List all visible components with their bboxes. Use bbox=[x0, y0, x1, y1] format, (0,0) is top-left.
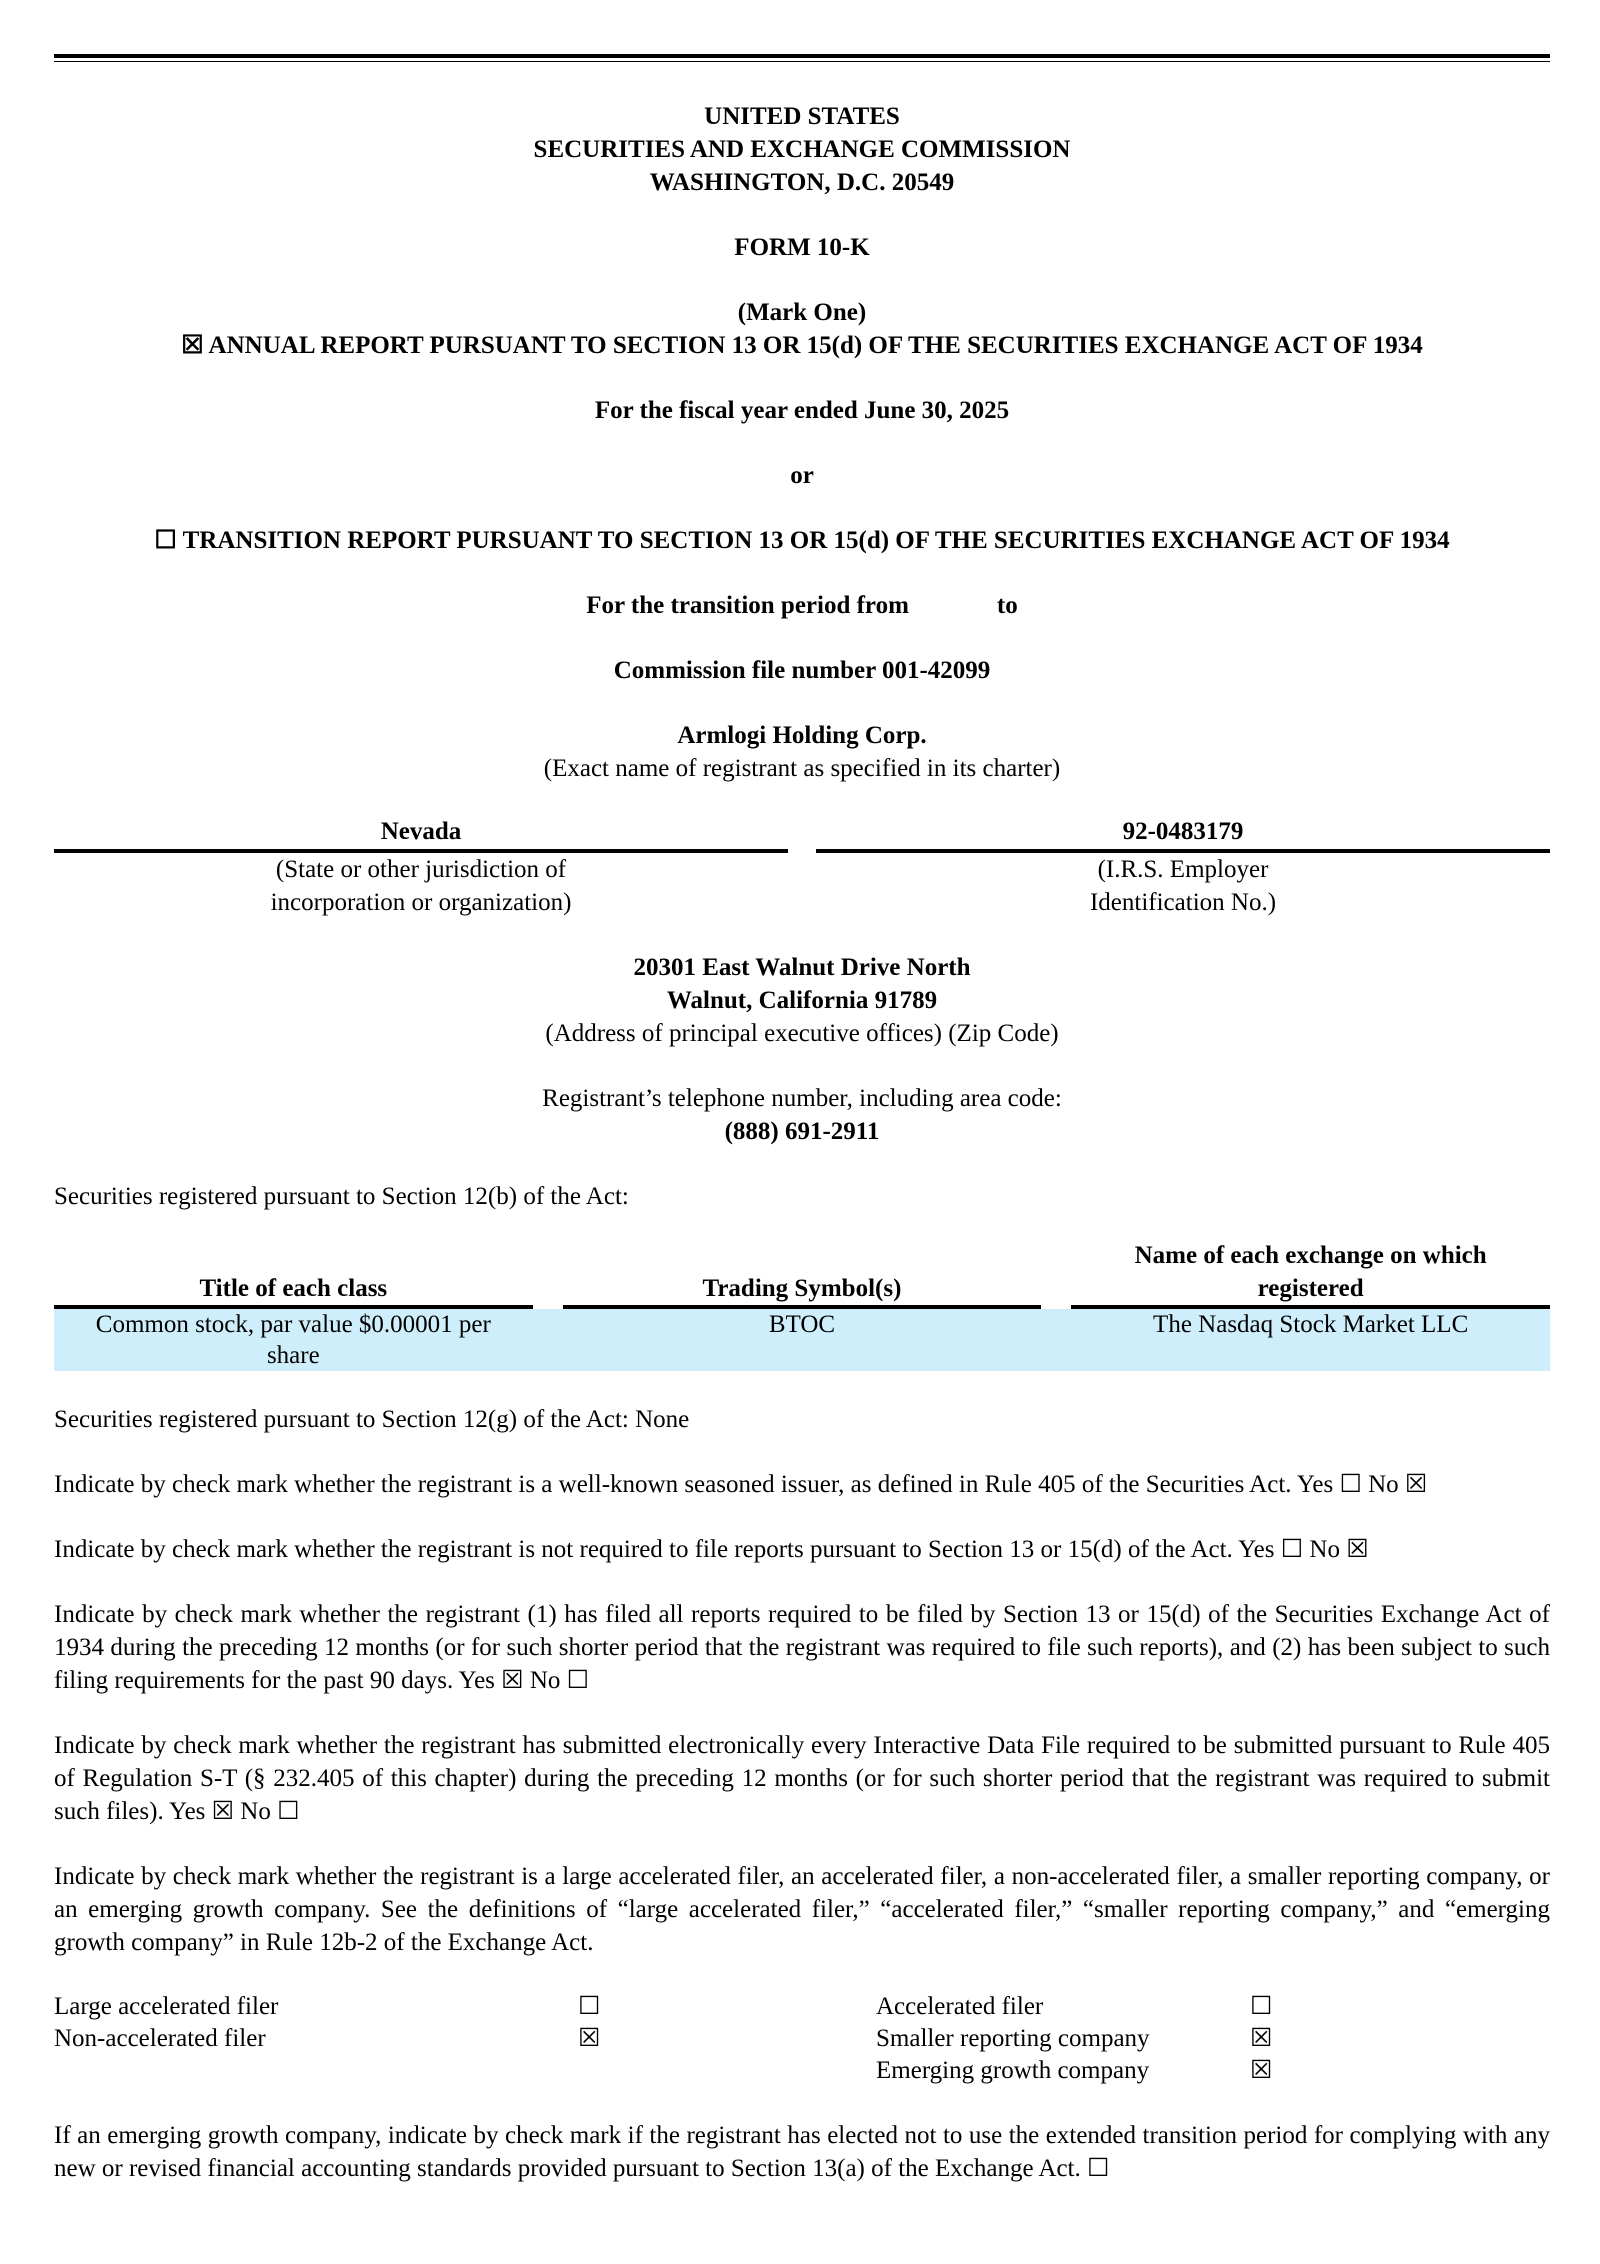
ein-value: 92-0483179 bbox=[816, 815, 1550, 853]
smaller-reporting-checkbox[interactable]: ☒ bbox=[1250, 2025, 1273, 2052]
transition-report-line: ☐ TRANSITION REPORT PURSUANT TO SECTION 13 OR 15(d) OF THE SECURITIES EXCHANGE ACT OF 1934 bbox=[154, 527, 1450, 554]
securities-table bbox=[54, 1239, 1550, 1371]
registrant-name: Armlogi Holding Corp. bbox=[677, 722, 927, 749]
phone-number: (888) 691-2911 bbox=[724, 1118, 880, 1145]
form-title: FORM 10-K bbox=[734, 234, 870, 261]
header-exchange-line-2: registered bbox=[1257, 1275, 1364, 1302]
phone-caption: Registrant’s telephone number, including area code: bbox=[542, 1085, 1062, 1112]
ein-caption-1: (I.R.S. Employer bbox=[1097, 856, 1269, 883]
emerging-growth-label: Emerging growth company bbox=[876, 2057, 1150, 2084]
address-line-1: 20301 East Walnut Drive North bbox=[633, 954, 971, 981]
ein-column bbox=[816, 815, 1550, 919]
section-12b-line: Securities registered pursuant to Section 12(b) of the Act: bbox=[54, 1183, 629, 1210]
header-line-2: SECURITIES AND EXCHANGE COMMISSION bbox=[533, 136, 1071, 163]
header-line-1: UNITED STATES bbox=[704, 103, 900, 130]
address-caption: (Address of principal executive offices) (Zip Code) bbox=[545, 1020, 1059, 1047]
cell-exchange-name: The Nasdaq Stock Market LLC bbox=[1071, 1309, 1550, 1371]
commission-file-number: Commission file number 001-42099 bbox=[613, 657, 991, 684]
header-exchange-name bbox=[1071, 1239, 1550, 1309]
annual-report-line: ☒ ANNUAL REPORT PURSUANT TO SECTION 13 OR 15(d) OF THE SECURITIES EXCHANGE ACT OF 1934 bbox=[181, 332, 1423, 359]
header-title-of-class: Title of each class bbox=[54, 1239, 533, 1309]
fiscal-year-line: For the fiscal year ended June 30, 2025 bbox=[594, 397, 1010, 424]
transition-period-line bbox=[54, 589, 1550, 622]
top-rule bbox=[54, 54, 1550, 62]
accelerated-label: Accelerated filer bbox=[876, 1993, 1044, 2020]
filer-status-grid bbox=[54, 1991, 1550, 2087]
filed-reports-paragraph: Indicate by check mark whether the registrant (1) has filed all reports required to be filed by Section 13 or 15(d) of the Securities Exchange Act of 1934 during the preceding 12 months (or for such shorter period that the registrant was required to file such reports), and (2) has been subject to such filing requirements for the past 90 days. Yes ☒ No ☐ bbox=[54, 1601, 1550, 1694]
smaller-reporting-label: Smaller reporting company bbox=[876, 2025, 1150, 2052]
header-line-3: WASHINGTON, D.C. 20549 bbox=[649, 169, 955, 196]
non-accelerated-label: Non-accelerated filer bbox=[54, 2025, 266, 2052]
state-ein-row bbox=[54, 815, 1550, 919]
cell-title-of-class bbox=[54, 1309, 533, 1371]
interactive-data-paragraph: Indicate by check mark whether the registrant has submitted electronically every Interactive Data File required to be submitted pursuant to Rule 405 of Regulation S-T (§ 232.405 of this chapter) during the preceding 12 months (or for such shorter period that the registrant was required to submit such files). Yes ☒ No ☐ bbox=[54, 1732, 1550, 1825]
egc-transition-paragraph: If an emerging growth company, indicate by check mark if the registrant has elected not to use the extended transition period for complying with any new or revised financial accounting standards provided pursuant to Section 13(a) of the Exchange Act. ☐ bbox=[54, 2122, 1550, 2182]
cell-title-line-2: share bbox=[266, 1342, 320, 1369]
emerging-growth-checkbox[interactable]: ☒ bbox=[1250, 2057, 1273, 2084]
accelerated-checkbox[interactable]: ☐ bbox=[1250, 1993, 1273, 2020]
or-text: or bbox=[790, 462, 814, 489]
large-accelerated-label: Large accelerated filer bbox=[54, 1993, 279, 2020]
ein-caption-2: Identification No.) bbox=[1089, 889, 1277, 916]
large-accelerated-checkbox[interactable]: ☐ bbox=[578, 1993, 601, 2020]
form-page bbox=[54, 54, 1550, 2185]
address-line-2: Walnut, California 91789 bbox=[666, 987, 938, 1014]
wksi-paragraph: Indicate by check mark whether the registrant is a well-known seasoned issuer, as defined in Rule 405 of the Securities Act. Yes ☐ No ☒ bbox=[54, 1471, 1428, 1498]
header-exchange-line-1: Name of each exchange on which bbox=[1134, 1242, 1487, 1269]
state-column bbox=[54, 815, 788, 919]
cell-title-line-1: Common stock, par value $0.00001 per bbox=[95, 1311, 491, 1338]
cell-trading-symbol: BTOC bbox=[563, 1309, 1042, 1371]
section-12g-line: Securities registered pursuant to Section 12(g) of the Act: None bbox=[54, 1406, 690, 1433]
filer-status-paragraph: Indicate by check mark whether the registrant is a large accelerated filer, an accelerated filer, a non-accelerated filer, a smaller reporting company, or an emerging growth company. See the definitions of “large accelerated filer,” “accelerated filer,” “smaller reporting company,” and “emerging growth company” in Rule 12b-2 of the Exchange Act. bbox=[54, 1863, 1550, 1956]
state-caption-1: (State or other jurisdiction of bbox=[275, 856, 567, 883]
not-required-paragraph: Indicate by check mark whether the registrant is not required to file reports pursuant to Section 13 or 15(d) of the Act. Yes ☐ No ☒ bbox=[54, 1536, 1369, 1563]
mark-one: (Mark One) bbox=[737, 299, 867, 326]
non-accelerated-checkbox[interactable]: ☒ bbox=[578, 2025, 601, 2052]
header-trading-symbol: Trading Symbol(s) bbox=[563, 1239, 1042, 1309]
transition-from-label: For the transition period from bbox=[586, 592, 909, 619]
state-caption-2: incorporation or organization) bbox=[270, 889, 572, 916]
agency-header bbox=[54, 100, 1550, 199]
transition-to-label: to bbox=[996, 592, 1018, 619]
table-row bbox=[54, 1309, 1550, 1371]
registrant-name-caption: (Exact name of registrant as specified in its charter) bbox=[543, 755, 1061, 782]
state-value: Nevada bbox=[54, 815, 788, 853]
